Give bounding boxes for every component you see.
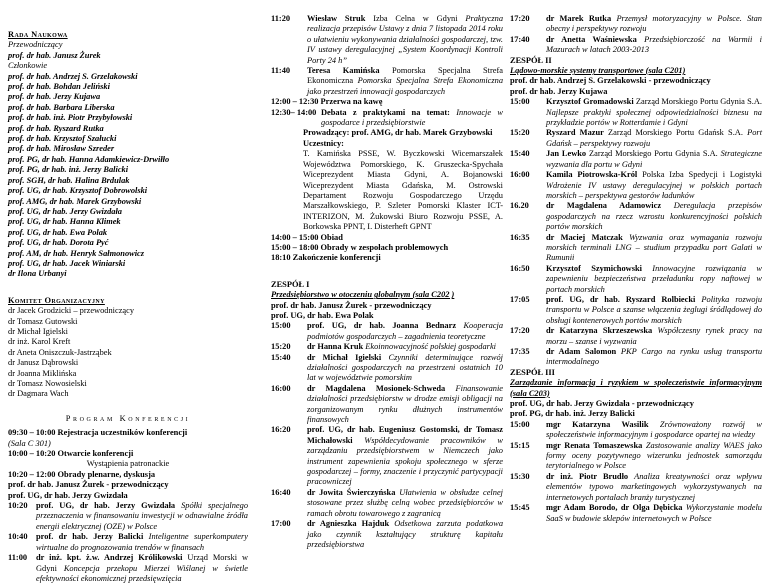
talk-title: Najlepsze praktyki społecznej odpowiedzialności biznesu na przykładzie portów w Rotterdamie i Gdyni — [546, 107, 762, 128]
talk-time: 16:00 — [271, 383, 291, 393]
debate-label: Debata z praktykami na temat: — [321, 107, 450, 117]
member: prof. PG, dr hab. Hanna Adamkiewicz-Drwiłło — [8, 154, 170, 164]
team-3-chair: prof. UG, dr hab. Jerzy Gwizdała - przewodniczący — [510, 399, 694, 409]
team-1-chair: prof. dr hab. Janusz Żurek - przewodniczący — [271, 300, 432, 310]
member: prof. dr hab. Andrzej S. Grzelakowski — [8, 71, 138, 81]
talk-title: PKP Cargo na rynku usług transportu intermodalnego — [546, 347, 763, 367]
chair-label: Przewodniczący — [8, 40, 63, 50]
komitet-member: dr Tomasz Gutowski — [8, 316, 78, 326]
team-1-title: ZESPÓŁ I — [271, 279, 310, 289]
komitet-member: dr Janusz Dąbrowski — [8, 358, 79, 368]
talk-author: Jan Lewko — [546, 149, 587, 159]
komitet-member: dr Joanna Miklińska — [8, 368, 77, 378]
talk-author: dr Magdalena Mosionek-Schweda — [307, 383, 446, 393]
members-list — [8, 72, 248, 280]
talk-title: Finansowanie działalności przedsiębiorstw w drodze emisji obligacji na zorganizowanym rynku dłużnych instrumentów finansowych — [307, 383, 504, 425]
talk-item — [510, 35, 762, 56]
talk-author: dr Marek Rutka — [546, 14, 612, 23]
talk-author: Krzysztof Gromadowski — [546, 97, 634, 107]
talk-author: prof. dr hab. Jerzy Balicki — [36, 532, 144, 542]
talk-item — [271, 425, 503, 487]
talk-item — [271, 384, 503, 426]
talk-title: Czynniki determinujące rozwój działalności gospodarczych na przestrzeni ostatnich 10 lat w województwie pomorskim — [307, 352, 503, 383]
talk-time: 17:20 — [510, 326, 530, 336]
debate-participants-label: Uczestnicy: — [303, 138, 344, 148]
talk-title: Port Gdańsk – perspektywy rozwoju — [546, 128, 763, 148]
team-2-topic: Lądowo-morskie systemy transportowe (sala C201) — [510, 66, 686, 76]
member: prof. UG, dr hab. Dorota Pyć — [8, 238, 109, 248]
talk-time: 11:00 — [8, 553, 28, 563]
komitet-member: dr Tomasz Nowosielski — [8, 379, 87, 388]
talk-time: 15:40 — [510, 149, 530, 159]
talk-title: Ekoinnowacyjność polskiej gospodarki — [365, 342, 496, 352]
talk-item — [510, 170, 762, 201]
talk-org: Zarząd Morskiego Portu Gdynia S.A. — [635, 97, 762, 107]
lunch: 14:00 – 15:00 Obiad — [271, 232, 343, 242]
team-1-topic: Przedsiębiorstwo w otoczeniu globalnym (sala C202 ) — [271, 290, 455, 300]
column-right — [510, 14, 762, 524]
talk-author: dr Katarzyna Skrzeszewska — [546, 326, 653, 336]
talk-author: prof. UG, dr hab. Joanna Bednarz — [307, 321, 457, 331]
talk-author: dr inż. Piotr Brudło — [546, 471, 629, 481]
member: prof. SGH, dr hab. Halina Brdulak — [8, 175, 130, 185]
talk-author: prof. UG, dr hab. Ryszard Rolbiecki — [546, 294, 696, 304]
registration: 09:30 – 10:00 Rejestracja uczestników konferencji — [8, 428, 188, 438]
talk-item — [271, 66, 503, 97]
team-1-chair-2: prof. UG, dr hab. Ewa Polak — [271, 310, 374, 320]
coffee-break: 12:00 – 12:30 Przerwa na kawę — [271, 97, 383, 107]
talk-author: dr Agnieszka Hajduk — [307, 519, 390, 529]
talk-title: Współczesny rynek pracy na morzu – szanse i wyzwania — [546, 326, 763, 346]
talk-item — [8, 553, 248, 584]
opening-sub: Wystąpienia patronackie — [86, 459, 170, 469]
talk-item — [271, 342, 503, 352]
talk-title: Innowacyjne rozwiązania w zapewnieniu bezpieczeństwa przeładunku ropy naftowej w portach morskich — [546, 263, 762, 294]
debate-time: 12:30– 14:00 — [271, 107, 317, 117]
registration-room: (Sala C 301) — [8, 438, 51, 448]
talk-title: Spółki specjalnego przeznaczenia w finansowaniu inwestycji w odnawialne źródła energii elektrycznej (OZE) w Polsce — [36, 501, 249, 531]
talk-title: Zastosowanie analizy WAES jako formy oceny pozytywnego wizerunku jednostek samorządu terytorialnego w Polsce — [546, 440, 763, 471]
talk-author: Krzysztof Szymichowski — [546, 263, 642, 273]
talk-item — [510, 347, 762, 368]
komitet-heading: Komitet Organizacyjny — [8, 295, 105, 305]
talk-time: 10:40 — [8, 532, 28, 542]
talk-title: Wykorzystanie modelu SaaS w budowie sklepów internetowych w Polsce — [546, 503, 762, 523]
talk-time: 15:15 — [510, 440, 530, 450]
member: prof. UG, dr hab. Jacek Winiarski — [8, 258, 126, 268]
column-middle — [271, 14, 503, 550]
talk-item — [271, 321, 503, 342]
rada-heading: Rada Naukowa — [8, 30, 68, 39]
talk-author: mgr Renata Tomaszewska — [546, 440, 643, 450]
talk-title: Współdecydowanie pracowników w zarządzaniu przedsiębiorstwem w Niemczech jako instrument zapewnienia spokoju społecznego w sferze gospodarczej – formy, znaczenie i przyczynić partycypacji pracowniczej — [307, 435, 503, 487]
komitet-member: dr Aneta Oniszczuk-Jastrząbek — [8, 347, 112, 357]
talk-item — [510, 201, 762, 232]
talk-item — [510, 97, 762, 128]
talk-time: 15:30 — [510, 471, 530, 481]
member: prof. UG, dr hab. Ewa Polak — [8, 227, 108, 237]
talk-title: Pomorska Specjalna Strefa Ekonomiczna jako przestrzeń innowacji gospodarczych — [307, 76, 504, 96]
talk-title: Kooperacja podmiotów gospodarczych – zagadnienia teoretyczne — [307, 321, 504, 341]
talk-time: 17:35 — [510, 347, 530, 356]
talk-author: Kamila Piotrowska-Król — [546, 170, 638, 180]
talk-org: Pomorska Specjalna Strefa Ekonomiczna — [307, 66, 504, 86]
team-3-title: ZESPÓŁ III — [510, 367, 555, 377]
talk-item — [510, 441, 762, 472]
member: prof. PG, dr hab. inż. Jerzy Balicki — [8, 165, 129, 175]
talk-author: dr Michał Igielski — [307, 352, 382, 362]
komitet-member: dr Dagmara Wach — [8, 389, 69, 399]
talk-title: Praktyczna realizacja przepisów Ustawy z dnia 7 listopada 2014 roku o ułatwieniu wykonywania działalności gospodarczej, tzw. IV ustawy deregulacyjnej „System Koordynacji Kontroli Porty 24 h” — [307, 14, 504, 65]
member: prof. UG, dr hab. Hanna Klimek — [8, 217, 121, 227]
talk-author: Ryszard Mazur — [546, 128, 604, 138]
member: prof. dr hab. Barbara Liberska — [8, 102, 115, 112]
talk-title: Przedsiębiorczość na Warmii i Mazurach w latach 2003-2013 — [546, 34, 763, 55]
talk-author: prof. UG, dr hab. Jerzy Gwizdała — [36, 501, 176, 511]
talk-author: Teresa Kamińska — [307, 66, 380, 76]
talk-item — [8, 501, 248, 532]
opening: 10:00 – 10:20 Otwarcie konferencji — [8, 449, 134, 459]
talk-author: prof. UG, dr hab. Eugeniusz Gostomski, dr Tomasz Michałowski — [307, 425, 503, 445]
program-heading: Program Konferencji — [65, 413, 191, 423]
talk-org: Urząd Morski w Gdyni — [36, 553, 249, 573]
talk-time: 15:00 — [510, 97, 530, 107]
komitet-list — [8, 306, 248, 400]
team-2-chair: prof. dr hab. Andrzej S. Grzelakowski - przewodniczący — [510, 76, 711, 86]
talk-time: 16:00 — [510, 170, 530, 180]
talk-item — [271, 488, 503, 519]
member: prof. UG, dr hab. Jerzy Gwizdała — [8, 206, 122, 216]
talk-item — [510, 149, 762, 170]
talk-time: 10:20 — [8, 501, 28, 511]
talk-title: Strategiczne wyzwania dla portu w Gdyni — [546, 149, 762, 169]
plenary: 10:20 – 12:00 Obrady plenarne, dyskusja — [8, 469, 156, 479]
member: prof. dr hab. Ryszard Rutka — [8, 123, 104, 133]
talk-time: 15:20 — [510, 128, 530, 138]
column-left — [8, 30, 248, 584]
talk-org: Zarząd Morskiego Portu Gdynia S.A. — [588, 149, 718, 159]
member: prof. dr hab. inż. Piotr Przybyłowski — [8, 113, 133, 123]
talk-title: Wyzwania oraz wymagania rozwoju morskich terminali LNG – studium przypadku port Galati w Rumunii — [546, 232, 762, 263]
talk-author: dr Magdalena Adamowicz — [546, 201, 662, 211]
talk-author: dr Hanna Kruk — [307, 342, 364, 352]
talk-author: dr Jowita Świerczyńska — [307, 487, 396, 497]
talk-time: 17:05 — [510, 294, 530, 304]
talk-item — [510, 264, 762, 295]
member: prof. dr hab. Jerzy Kujawa — [8, 92, 101, 102]
komitet-member: dr Jacek Grodzicki – przewodniczący — [8, 306, 135, 316]
talk-item — [271, 14, 503, 66]
talk-time: 11:20 — [271, 14, 291, 23]
member: prof. AMG, dr hab. Marek Grzybowski — [8, 196, 142, 206]
talk-time: 15:45 — [510, 503, 530, 513]
talk-item — [510, 14, 762, 35]
member: prof. dr hab. Bohdan Jeliński — [8, 82, 110, 92]
plenary-chair: prof. dr hab. Janusz Żurek - przewodniczący — [8, 480, 169, 490]
talk-item — [510, 420, 762, 441]
member: prof. dr hab. Krzysztof Szałucki — [8, 134, 117, 144]
talk-time: 16:35 — [510, 232, 530, 242]
talk-author: dr Maciej Matczak — [546, 232, 623, 242]
talk-title: Polityka rozwoju transportu w Polsce a szanse włączenia żeglugi śródlądowej do obsługi kontenerowych portów morskich — [546, 294, 763, 325]
closing: 18:10 Zakończenie konferencji — [271, 253, 381, 263]
talk-title: Analiza kreatywności oraz wpływu elementów typowo marketingowych wykorzystywanych na internetowych portalach branży turystycznej — [546, 471, 762, 502]
talk-time: 15:00 — [510, 419, 530, 429]
talk-item — [510, 295, 762, 326]
talk-time: 16:50 — [510, 263, 530, 273]
talk-time: 16.20 — [510, 201, 529, 211]
talk-item — [271, 353, 503, 384]
talk-author: Wiesław Struk — [307, 14, 366, 23]
talk-title: Koncepcja przekopu Mierzei Wiślanej w świetle efektywności ekonomicznej przedsięwzięcia — [36, 563, 249, 583]
team-2-chair-2: prof. dr hab. Jerzy Kujawa — [510, 86, 608, 96]
talk-org: Zarząd Morskiego Portu Gdańsk S.A. — [608, 128, 743, 138]
debate-participants: T. Kamińska PSSE, W. Byczkowski Wicemarszałek Województwa Pomorskiego, K. Gruszecka-Spychała Wiceprezydent Miasta Gdyni, A. Bojanowski Wiceprezydent Miasta Gdańska, M. Ostrowski Departament Rozwoju Gospodarczego Urzędu Marszałkowskiego, P. Szleter Pomorski Klaster ICT-INTERIZON, M. Żukowski Biuro Rozwoju PSSE, A. Borkowska PPNT, I. Disterheft GPNT — [303, 149, 503, 232]
talk-title: Zrównoważony rozwój w społeczeństwie informacyjnym i gospodarce opartej na wiedzy — [546, 419, 762, 440]
talk-time: 16:40 — [271, 487, 291, 497]
plenary-chair-2: prof. UG, dr hab. Jerzy Gwizdała — [8, 490, 128, 500]
talk-time: 15:40 — [271, 352, 291, 362]
talk-time: 15:00 — [271, 321, 291, 331]
talk-time: 16:20 — [271, 425, 291, 435]
talk-time: 17:40 — [510, 34, 530, 44]
komitet-member: dr Michał Igielski — [8, 326, 69, 336]
talk-title: Wdrożenie IV ustawy deregulacyjnej w polskich portach morskich – perspektywa gestorów ładunków — [546, 180, 762, 200]
member: prof. UG, dr hab. Krzysztof Dobrowolski — [8, 186, 148, 196]
members-label: Członkowie — [8, 61, 48, 71]
talk-time: 15:20 — [271, 342, 291, 352]
talk-author: dr inż. kpt. ż.w. Andrzej Królikowski — [36, 553, 183, 563]
talk-time: 17:00 — [271, 519, 291, 529]
group-sessions: 15:00 – 18:00 Obrady w zespołach problemowych — [271, 242, 449, 252]
debate-topic: Innowacje w gospodarce i przedsiębiorstwie — [321, 107, 503, 128]
talk-title: Ułatwienia w obsłudze celnej stosowane przez służbę celną wobec przedsiębiorców w ramach obrotu towarowego z zagranicą — [307, 487, 503, 518]
talk-item — [510, 128, 762, 149]
talk-author: mgr Adam Borodo, dr Olga Dębicka — [546, 503, 683, 513]
talk-item — [510, 503, 762, 524]
talk-org: Polska Izba Spedycji i Logistyki — [642, 170, 762, 180]
debate-moderator: Prowadzący: prof. AMG, dr hab. Marek Grzybowski — [303, 128, 493, 138]
talk-item — [510, 233, 762, 264]
talk-title: Przemysł motoryzacyjny w Polsce. Stan obecny i perspektywy rozwoju — [546, 14, 762, 34]
talk-author: dr Anetta Waśniewska — [546, 34, 637, 44]
talk-title: Deregulacja przepisów gospodarczych na rzecz wzrostu konkurencyjności polskich portów morskich — [546, 201, 762, 232]
chair-name: prof. dr hab. Janusz Żurek — [8, 50, 101, 60]
talk-item — [271, 519, 503, 550]
member: prof. AM, dr hab. Henryk Sałmonowicz — [8, 248, 145, 258]
team-3-topic: Zarządzanie informacją i ryzykiem w społeczeństwie informacyjnym (sala C203) — [510, 378, 762, 398]
talk-item — [510, 326, 762, 347]
talk-author: dr Adam Salomon — [546, 347, 617, 356]
talk-item — [510, 472, 762, 503]
talk-author: mgr Katarzyna Wasilik — [546, 419, 649, 429]
team-2-title: ZESPÓŁ II — [510, 55, 552, 65]
team-3-chair-2: prof. PG, dr hab. inż. Jerzy Balicki — [510, 409, 635, 419]
debate — [271, 108, 503, 129]
member: prof. dr hab. Mirosław Szreder — [8, 144, 115, 154]
talk-time: 17:20 — [510, 14, 530, 23]
talk-title: Inteligentne superkomputery wirtualne do prognozowania trendów w finansach — [36, 532, 248, 552]
komitet-member: dr inż. Karol Kreft — [8, 337, 71, 347]
member: dr Ilona Urbanyi — [8, 269, 67, 279]
talk-title: Odsetkowa zarzuta podatkowa jako czynnik kształtujący strukturę kapitału przedsiębiorstwa — [307, 519, 504, 549]
talk-time: 11:40 — [271, 66, 291, 76]
talk-org: Izba Celna w Gdyni — [373, 14, 458, 23]
